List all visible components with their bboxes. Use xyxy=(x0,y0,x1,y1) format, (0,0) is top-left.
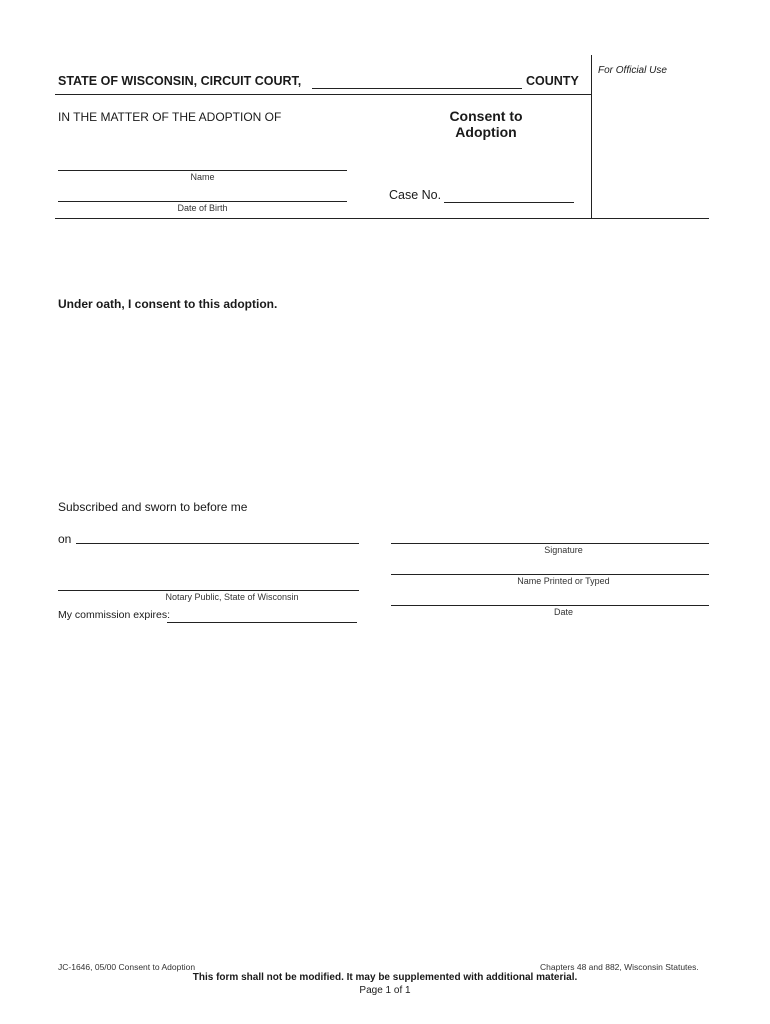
official-use-label: For Official Use xyxy=(598,65,667,76)
form-title xyxy=(418,108,554,140)
form-title-line2: Adoption xyxy=(455,124,517,140)
signature-label: Signature xyxy=(544,545,583,555)
date-label: Date xyxy=(553,607,573,617)
matter-heading: IN THE MATTER OF THE ADOPTION OF xyxy=(58,110,282,124)
notary-signature-field[interactable] xyxy=(58,578,359,591)
name-printed-field[interactable] xyxy=(391,562,709,575)
header-bottom-rule xyxy=(55,218,709,219)
statutes-reference: Chapters 48 and 882, Wisconsin Statutes. xyxy=(540,962,699,972)
commission-expires-field[interactable] xyxy=(167,610,357,623)
official-use-divider xyxy=(591,55,592,218)
date-field[interactable] xyxy=(391,593,709,606)
signature-field[interactable] xyxy=(391,531,709,544)
subscribed-text: Subscribed and sworn to before me xyxy=(58,500,248,514)
sworn-date-field[interactable] xyxy=(76,531,359,544)
page-number: Page 1 of 1 xyxy=(359,985,411,996)
form-title-line1: Consent to xyxy=(449,108,523,124)
modification-notice: This form shall not be modified. It may be supplemented with additional material. xyxy=(192,972,578,983)
county-field[interactable] xyxy=(312,76,522,89)
dob-label: Date of Birth xyxy=(177,203,228,213)
on-label: on xyxy=(58,532,72,546)
header-top-rule xyxy=(55,94,591,95)
name-printed-label: Name Printed or Typed xyxy=(517,576,610,586)
date-of-birth-field[interactable] xyxy=(58,189,347,202)
notary-label: Notary Public, State of Wisconsin xyxy=(165,592,299,602)
commission-label: My commission expires: xyxy=(58,609,171,621)
oath-statement: Under oath, I consent to this adoption. xyxy=(58,297,278,311)
case-no-label: Case No. xyxy=(389,188,442,202)
name-label: Name xyxy=(190,172,215,182)
form-id: JC-1646, 05/00 Consent to Adoption xyxy=(58,962,196,972)
county-label: COUNTY xyxy=(526,74,579,88)
adoptee-name-field[interactable] xyxy=(58,158,347,171)
court-heading xyxy=(58,74,301,88)
court-prefix: STATE OF WISCONSIN, CIRCUIT COURT, xyxy=(58,74,302,88)
case-no-field[interactable] xyxy=(444,190,574,203)
